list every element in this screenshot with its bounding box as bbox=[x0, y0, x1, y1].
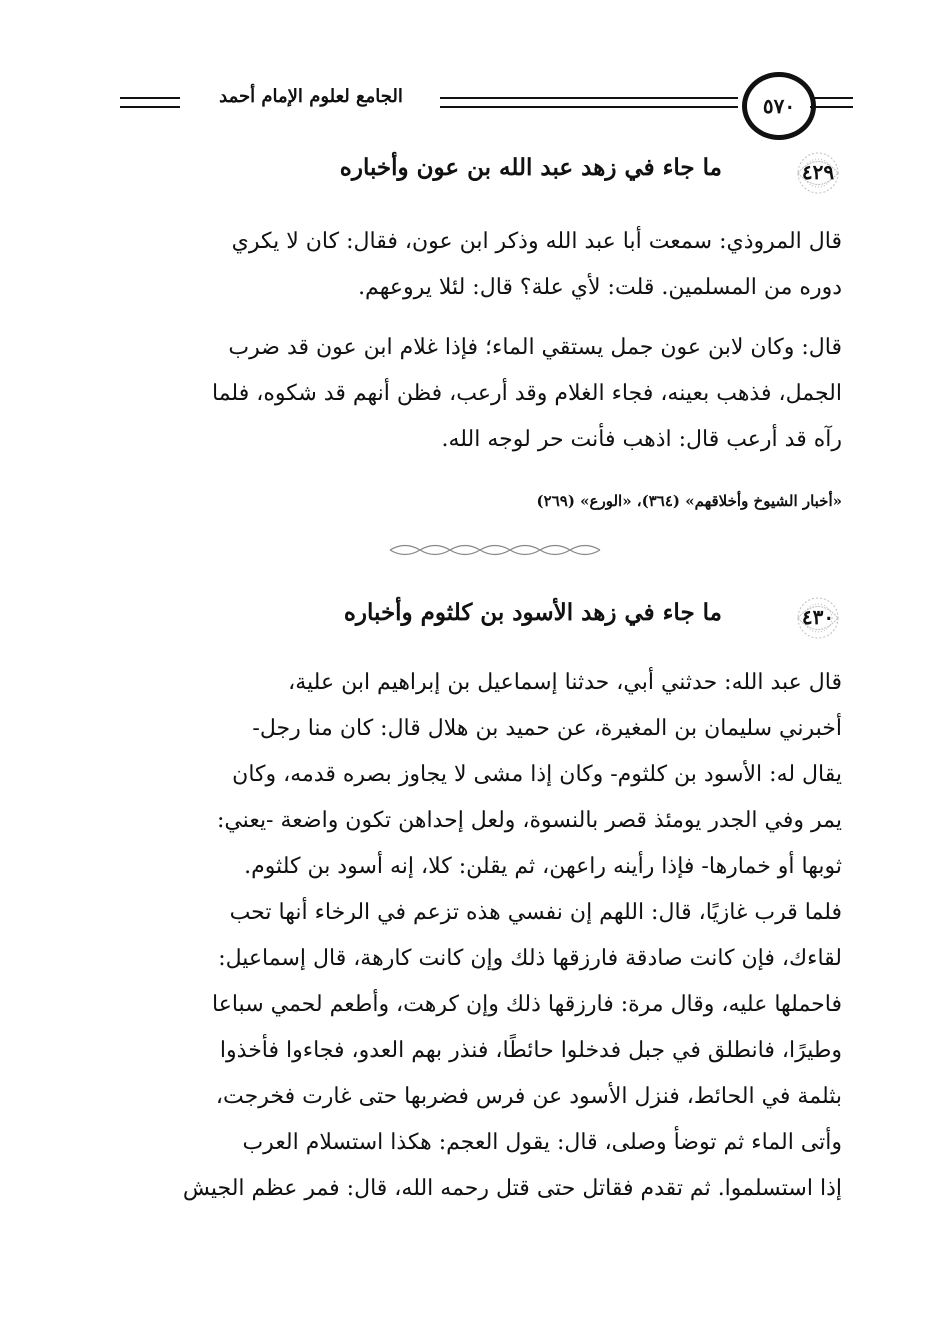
text-line: لقاءك، فإن كانت صادقة فارزقها ذلك وإن كانت كارهة، قال إسماعيل: bbox=[218, 946, 842, 971]
running-title: الجامع لعلوم الإمام أحمد bbox=[219, 86, 403, 107]
paragraph bbox=[120, 325, 842, 463]
section-title: ما جاء في زهد عبد الله بن عون وأخباره bbox=[339, 154, 722, 181]
ornament-divider-icon bbox=[385, 541, 605, 559]
text-line: أخبرني سليمان بن المغيرة، عن حميد بن هلال قال: كان منا رجل- bbox=[252, 716, 842, 741]
running-header bbox=[110, 70, 855, 140]
text-line: وأتى الماء ثم توضأ وصلى، قال: يقول العجم: هكذا استسلام العرب bbox=[242, 1130, 842, 1155]
text-line: إذا استسلموا. ثم تقدم فقاتل حتى قتل رحمه الله، قال: فمر عظم الجيش bbox=[182, 1176, 842, 1201]
header-rule-middle bbox=[440, 97, 738, 108]
section-heading bbox=[150, 595, 870, 645]
text-line: وطيرًا، فانطلق في جبل فدخلوا حائطًا، فنذر بهم العدو، فجاءوا فأخذوا bbox=[219, 1038, 842, 1063]
text-line: بثلمة في الحائط، فنزل الأسود عن فرس فضربها حتى غارت فخرجت، bbox=[215, 1084, 842, 1109]
section-title: ما جاء في زهد الأسود بن كلثوم وأخباره bbox=[343, 599, 722, 626]
text-line: قال: وكان لابن عون جمل يستقي الماء؛ فإذا غلام ابن عون قد ضرب bbox=[228, 335, 842, 360]
header-rule-right bbox=[810, 97, 853, 108]
page-number: ٥٧٠ bbox=[762, 94, 796, 118]
text-line: فلما قرب غازيًا، قال: اللهم إن نفسي هذه تزعم في الرخاء أنها تحب bbox=[229, 900, 842, 925]
section-number: ٤٣٠ bbox=[801, 605, 835, 629]
text-line: قال المروذي: سمعت أبا عبد الله وذكر ابن عون، فقال: كان لا يكري bbox=[231, 229, 842, 254]
page-number-oval bbox=[742, 72, 816, 140]
text-line: الجمل، فذهب بعينه، فجاء الغلام وقد أرعب، فظن أنهم قد شكوه، فلما bbox=[212, 381, 842, 406]
text-line: رآه قد أرعب قال: اذهب فأنت حر لوجه الله. bbox=[441, 427, 842, 452]
text-line: دوره من المسلمين. قلت: لأي علة؟ قال: لئلا يروعهم. bbox=[358, 275, 842, 300]
text-line: يمر وفي الجدر يومئذ قصر بالنسوة، ولعل إحداهن تكون واضعة -يعني: bbox=[216, 808, 842, 833]
text-line: فاحملها عليه، وقال مرة: فارزقها ذلك وإن كرهت، وأطعم لحمي سباعا bbox=[212, 992, 842, 1017]
source-citation: «أخبار الشيوخ وأخلاقهم» (٣٦٤)، «الورع» (٢٦٩) bbox=[536, 492, 842, 510]
header-rule-left bbox=[120, 97, 180, 108]
section-number: ٤٢٩ bbox=[801, 160, 835, 184]
text-line: يقال له: الأسود بن كلثوم- وكان إذا مشى لا يجاوز بصره قدمه، وكان bbox=[232, 762, 842, 787]
section-number-badge bbox=[788, 595, 848, 641]
section-number-badge bbox=[788, 150, 848, 196]
text-line: ثوبها أو خمارها- فإذا رأينه راعهن، ثم يقلن: كلا، إنه أسود بن كلثوم. bbox=[244, 854, 842, 879]
text-line: قال عبد الله: حدثني أبي، حدثنا إسماعيل بن إبراهيم ابن علية، bbox=[288, 670, 842, 695]
paragraph bbox=[120, 219, 842, 311]
paragraph bbox=[120, 660, 842, 1212]
section-heading bbox=[150, 150, 870, 200]
